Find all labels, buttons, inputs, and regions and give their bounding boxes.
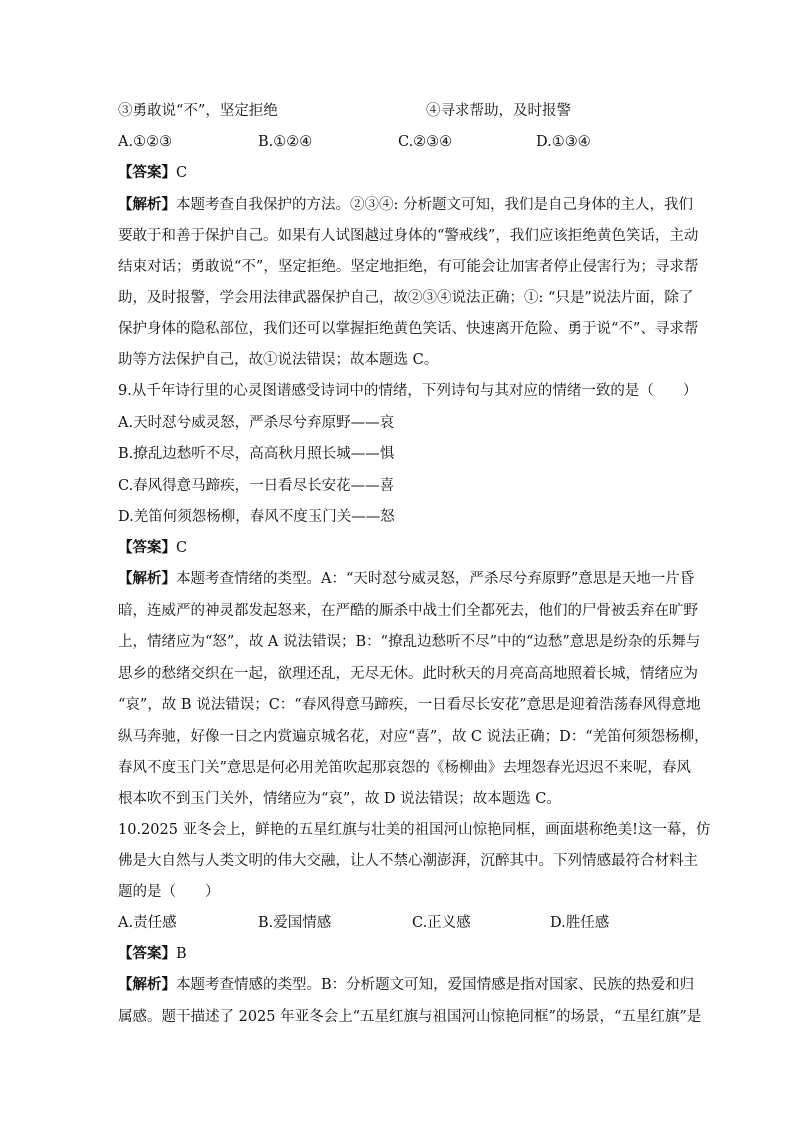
q8-choice-c: C.②③④ <box>398 134 453 150</box>
q8-analysis-line: 保护身体的隐私部位，我们还可以掌握拒绝黄色笑话、快速离开危险、勇于说“不”、寻求帮 <box>118 321 699 337</box>
q8-choice-b: B.①②④ <box>258 134 313 150</box>
q8-option-3: ③勇敢说“不”，坚定拒绝 <box>118 103 278 119</box>
q10-stem-line: 题的是（ ） <box>118 884 220 900</box>
q10-analysis-line: 属感。题干描述了 2025 年亚冬会上“五星红旗与祖国河山惊艳同框”的场景，“五星红旗”是 <box>118 1009 702 1025</box>
answer-tag: 【答案】 <box>118 945 176 962</box>
q9-option-d: D.羌笛何须怨杨柳，春风不度玉门关——怒 <box>118 509 395 525</box>
analysis-tag: 【解析】 <box>118 976 176 993</box>
q10-answer <box>118 944 187 964</box>
analysis-tag: 【解析】 <box>118 570 176 587</box>
q9-analysis-line: “哀”，故 B 说法错误；C：“春风得意马蹄疾，一日看尽长安花”意思是迎着浩荡春风得意地 <box>118 697 701 713</box>
q10-choice-a: A.责任感 <box>118 915 177 931</box>
q10-stem-line: 10.2025 亚冬会上，鲜艳的五星红旗与壮美的祖国河山惊艳同框，画面堪称绝美!这一幕，仿 <box>118 822 711 838</box>
q9-analysis-line: 春风不度玉门关”意思是何必用羌笛吹起那哀怨的《杨柳曲》去埋怨春光迟迟不来呢，春风 <box>118 760 691 776</box>
answer-value: C <box>176 165 188 181</box>
q9-stem: 9.从千年诗行里的心灵图谱感受诗词中的情绪，下列诗句与其对应的情绪一致的是（ ） <box>118 383 698 399</box>
analysis-text: 本题考查情绪的类型。A：“天时怼兮威灵怒，严杀尽兮弃原野”意思是天地一片昏 <box>176 571 695 587</box>
q8-answer <box>118 163 187 183</box>
analysis-text: 本题考查情感的类型。B：分析题文可知，爱国情感是指对国家、民族的热爱和归 <box>176 977 695 993</box>
q9-analysis-line: 根本吹不到玉门关外，情绪应为“哀”，故 D 说法错误；故本题选 C。 <box>118 791 561 807</box>
q8-choice-d: D.①③④ <box>536 134 591 150</box>
answer-value: B <box>176 946 187 962</box>
answer-tag: 【答案】 <box>118 164 176 181</box>
analysis-tag: 【解析】 <box>118 196 176 213</box>
q9-analysis-line <box>118 569 694 589</box>
q9-option-b: B.撩乱边愁听不尽，高高秋月照长城——惧 <box>118 446 395 462</box>
answer-tag: 【答案】 <box>118 539 176 556</box>
q10-choice-c: C.正义感 <box>412 915 471 931</box>
q9-analysis-line: 纵马奔驰，好像一日之内赏遍京城名花，对应“喜”，故 C 说法正确；D：“羌笛何须怨杨柳， <box>118 729 709 745</box>
q8-analysis-line: 结束对话；勇敢说“不”，坚定拒绝。坚定地拒绝，有可能会让加害者停止侵害行为；寻求帮 <box>118 259 699 275</box>
q9-analysis-line: 暗，连威严的神灵都发起怒来，在严酷的厮杀中战士们全都死去，他们的尸骨被丢弃在旷野 <box>118 603 698 619</box>
q8-analysis-line: 助等方法保护自己，故①说法错误；故本题选 C。 <box>118 352 439 368</box>
q8-analysis-line <box>118 195 693 215</box>
q9-option-a: A.天时怼兮威灵怒，严杀尽兮弃原野——哀 <box>118 415 395 431</box>
q8-analysis-line: 助，及时报警，学会用法律武器保护自己，故②③④说法正确；①: “只是”说法片面，除了 <box>118 290 694 306</box>
q9-analysis-line: 上，情绪应为“怒”，故 A 说法错误；B：“撩乱边愁听不尽”中的“边愁”意思是纷杂的乐舞与 <box>118 634 701 650</box>
q8-option-4: ④寻求帮助，及时报警 <box>426 103 571 119</box>
answer-value: C <box>176 540 188 556</box>
q8-analysis-line: 要敢于和善于保护自己。如果有人试图越过身体的“警戒线”，我们应该拒绝黄色笑话，主动 <box>118 228 699 244</box>
q9-option-c: C.春风得意马蹄疾，一日看尽长安花——喜 <box>118 478 395 494</box>
q10-choice-b: B.爱国情感 <box>258 915 332 931</box>
q9-answer <box>118 538 187 558</box>
q9-analysis-line: 思乡的愁绪交织在一起，欲理还乱，无尽无休。此时秋天的月亮高高地照着长城，情绪应为 <box>118 666 698 682</box>
q8-choice-a: A.①②③ <box>118 134 173 150</box>
analysis-text: 本题考查自我保护的方法。②③④: 分析题文可知，我们是自己身体的主人，我们 <box>176 197 693 213</box>
q10-stem-line: 佛是大自然与人类文明的伟大交融，让人不禁心潮澎湃，沉醉其中。下列情感最符合材料主 <box>118 853 698 869</box>
q10-analysis-line <box>118 975 694 995</box>
q10-choice-d: D.胜任感 <box>550 915 610 931</box>
